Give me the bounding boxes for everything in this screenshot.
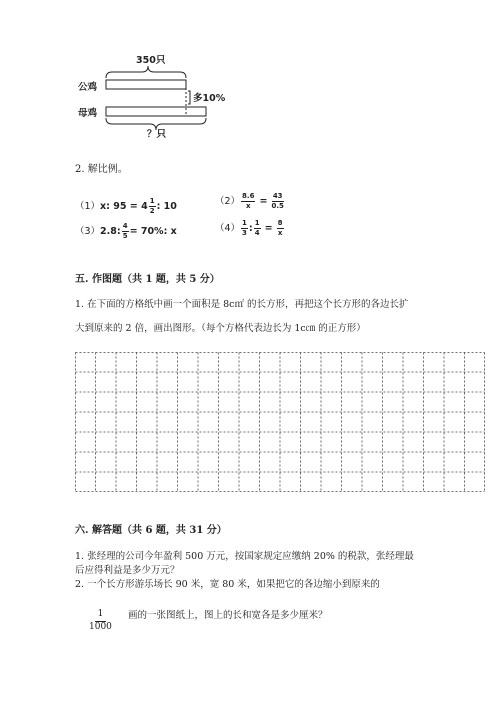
fraction-denominator: 2 bbox=[149, 207, 155, 215]
fraction-denominator: 0.5 bbox=[271, 202, 284, 210]
proportion-4-fraction-2 bbox=[254, 220, 261, 237]
proportion-3-right: = 70%: x bbox=[129, 226, 177, 237]
fraction-denominator: x bbox=[245, 202, 251, 210]
fraction-numerator: 43 bbox=[272, 192, 283, 200]
proportion-4-fraction-3 bbox=[277, 220, 284, 237]
fraction-denominator: 1000 bbox=[89, 621, 112, 632]
scale-fraction bbox=[89, 601, 112, 633]
proportion-2-fraction-right bbox=[271, 193, 283, 210]
section-5-heading: 五. 作图题（共 1 题，共 5 分） bbox=[75, 274, 220, 285]
section-6-heading: 六. 解答题（共 6 题，共 31 分） bbox=[75, 525, 227, 536]
proportion-2-number: （2） bbox=[215, 196, 241, 207]
grid-paper[interactable] bbox=[75, 352, 485, 492]
section-5-q1-line1: 1. 在下面的方格纸中画一个面积是 8c㎡ 的长方形，再把这个长方形的各边长扩 bbox=[75, 299, 409, 310]
fraction-numerator: 8.6 bbox=[242, 192, 255, 200]
proportion-3-fraction bbox=[122, 223, 129, 240]
section-6-q1-line1: 1. 张经理的公司今年盈利 500 万元，按国家规定应缴纳 20% 的税款，张经理最 bbox=[75, 551, 414, 562]
proportion-1-left: x: 95 = 4 bbox=[100, 201, 148, 212]
proportion-3 bbox=[75, 223, 177, 240]
fraction-denominator: 4 bbox=[254, 229, 260, 237]
section-6-q2-line1: 2. 一个长方形游乐场长 90 米，宽 80 米，如果把它的各边缩小到原来的 bbox=[75, 579, 380, 590]
hen-bar bbox=[106, 107, 206, 116]
fraction-denominator: 3 bbox=[242, 229, 247, 237]
section-5-q1-line2: 大到原来的 2 倍，画出图形。（每个方格代表边长为 1c㎝ 的正方形） bbox=[75, 323, 366, 334]
rooster-label: 公鸡 bbox=[78, 82, 98, 93]
top-brace bbox=[106, 66, 186, 78]
proportion-4 bbox=[215, 220, 285, 237]
fraction-denominator: 5 bbox=[122, 232, 128, 240]
proportion-2 bbox=[215, 193, 285, 210]
fraction-numerator: 1 bbox=[95, 610, 107, 622]
scale-fraction-stack bbox=[89, 610, 112, 633]
equals-sign: = bbox=[259, 196, 268, 207]
unknown-count-label: ？只 bbox=[147, 129, 167, 140]
rooster-bar bbox=[106, 80, 186, 89]
fraction-numerator: 4 bbox=[122, 222, 128, 230]
proportion-2-fraction-left bbox=[241, 193, 255, 210]
fraction-numerator: 1 bbox=[254, 219, 260, 227]
proportion-1-number: （1） bbox=[75, 201, 101, 212]
q2-title: 2. 解比例。 bbox=[75, 164, 128, 175]
side-brace bbox=[188, 91, 190, 104]
top-count-label: 350只 bbox=[136, 55, 166, 66]
proportion-3-number: （3） bbox=[75, 226, 101, 237]
section-6-q2-line2: 画的一张图纸上，图上的长和宽各是多少厘米？ bbox=[128, 610, 328, 621]
hen-label: 母鸡 bbox=[78, 108, 98, 119]
proportion-3-left: 2.8: bbox=[100, 226, 121, 237]
section-6-q1-line2: 后应得利益是多少万元？ bbox=[75, 565, 180, 576]
more-percent-label: 多10% bbox=[193, 93, 226, 104]
proportion-1-right: : 10 bbox=[156, 201, 177, 212]
proportion-1 bbox=[75, 198, 177, 215]
proportion-4-fraction-1 bbox=[241, 220, 248, 237]
proportion-4-number: （4） bbox=[215, 223, 241, 234]
ratio-bar-diagram bbox=[0, 0, 500, 150]
colon: : bbox=[248, 223, 253, 234]
fraction-denominator: x bbox=[277, 229, 283, 237]
fraction-numerator: 1 bbox=[242, 219, 247, 227]
equals-sign: = bbox=[264, 223, 273, 234]
proportion-1-fraction bbox=[149, 198, 156, 215]
fraction-numerator: 8 bbox=[277, 219, 283, 227]
fraction-numerator: 1 bbox=[149, 197, 155, 205]
